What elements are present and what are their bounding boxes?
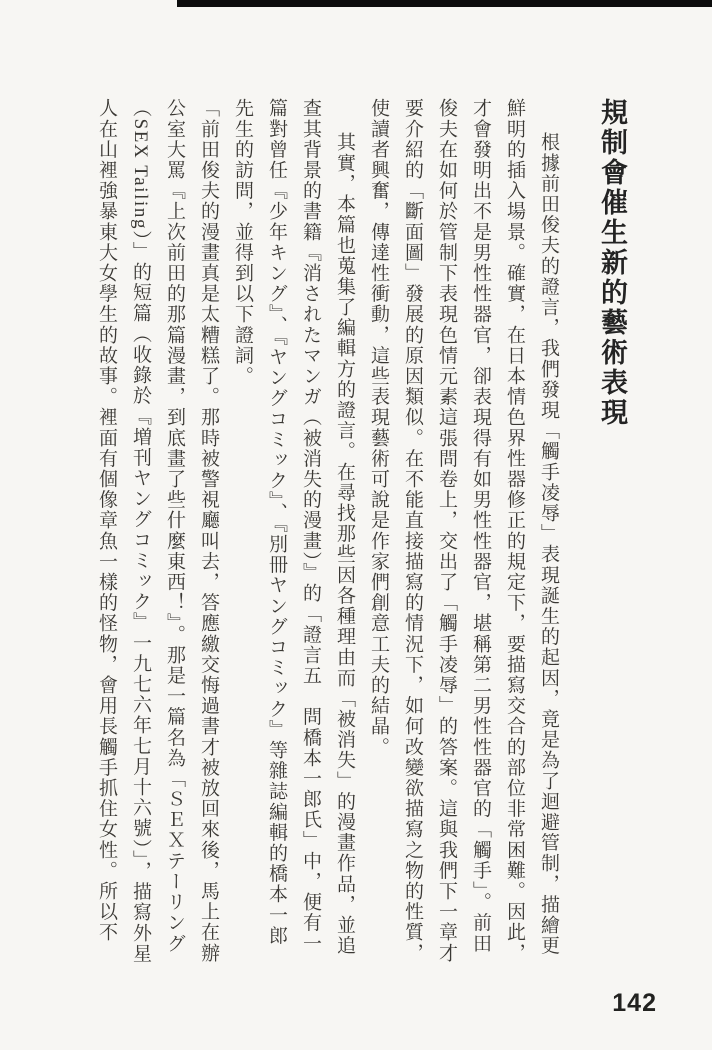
page-number: 142	[612, 989, 657, 1017]
article-paragraph-1: 根據前田俊夫的證言，我們發現「觸手凌辱」表現誕生的起因，竟是為了迴避管制，描繪更鮮明的插入場景。確實，在日本情色界性器修正的規定下，要描寫交合的部位非常困難。因此，才會發明出不是男性性器官，卻表現得有如男性性器官，堪稱第二男性性器官的「觸手」。前田俊夫在如何於管制下表現色情元素這張問卷上，交出了「觸手凌辱」的答案。這與我們下一章才要介紹的「斷面圖」發展的原因類似。在不能直接描寫的情況下，如何改變欲描寫之物的性質，使讀者興奮，傳達性衝動，這些表現藝術可說是作家們創意工夫的結晶。	[368, 98, 559, 964]
article-paragraph-2: 其實，本篇也蒐集了編輯方的證言。在尋找那些因各種理由而「被消失」的漫畫作品，並追查其背景的書籍『消されたマンガ（被消失的漫畫）』的「證言五 問橋本一郎氏」中，便有一篇對曾任『少年キング』、『ヤングコミック』、『別冊ヤングコミック』等雜誌編輯的橋本一郎先生的訪問，並得到以下證詞。	[232, 98, 355, 956]
scan-artifact-bar	[177, 0, 712, 7]
article-body	[89, 98, 632, 964]
article-paragraph-3-quote: 「前田俊夫的漫畫真是太糟糕了。那時被警視廳叫去，答應繳交悔過書才被放回來後，馬上在辦公室大罵『上次前田的那篇漫畫，到底畫了些什麼東西！』。那是一篇名為「ＳＥＸテーリング（SEX Tailing）」的短篇（收錄於『増刊ヤングコミック』一九七六年七月十六號）」，描寫外星人在山裡強暴東大女學生的故事。裡面有個像章魚一樣的怪物，會用長觸手抓住女性。所以不	[96, 98, 219, 964]
page-title: 規制會催生新的藝術表現	[597, 98, 627, 428]
